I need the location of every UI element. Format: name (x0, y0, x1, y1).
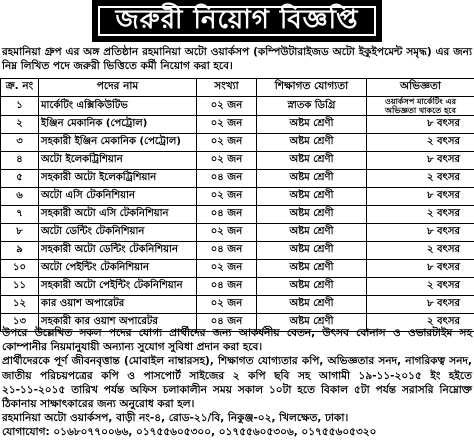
table-row (1, 116, 474, 134)
cell-experience: ২ বৎসর (367, 314, 474, 332)
cell-education: অষ্টম শ্রেণী (257, 314, 367, 332)
cell-experience: ২ বৎসর (367, 242, 474, 260)
cell-serial: ২ (1, 116, 39, 134)
cell-education: অষ্টম শ্রেণী (257, 242, 367, 260)
footer-text (2, 326, 472, 440)
cell-post: অটো পেইন্টিং টেকনিশিয়ান (39, 260, 197, 278)
cell-count: ০৪ জন (197, 278, 257, 296)
cell-experience: ৮ বৎসর (367, 260, 474, 278)
cell-count: ০২ জন (197, 260, 257, 278)
cell-count: ০২ জন (197, 97, 257, 116)
cell-experience: ৮ বৎসর (367, 224, 474, 242)
cell-post: মার্কেটিং এক্সিকিউটিভ (39, 97, 197, 116)
cell-experience: ২ বৎসর (367, 206, 474, 224)
cell-education: অষ্টম শ্রেণী (257, 206, 367, 224)
cell-post: অটো এসি টেকনিশিয়ান (39, 188, 197, 206)
header-count: সংখ্যা (197, 79, 257, 97)
header-education: শিক্ষাগত যোগ্যতা (257, 79, 367, 97)
cell-post: সহকারী অটো ডেন্টিং টেকনিশিয়ান (39, 242, 197, 260)
address-text: রহমানিয়া অটো ওয়ার্কসপ, বাড়ী নং-৪, রোড-২১/বি, নিকুঞ্জ-০২, খিলক্ষেত, ঢাকা। (2, 411, 472, 425)
cell-serial: ৭ (1, 206, 39, 224)
cell-serial: ৪ (1, 152, 39, 170)
contact-numbers: যোগাযোগ: ০১৬৮০৭৭০০৬৬, ০১৭৫৫৬০৫৩০০, ০১৭৫৫৬০৫৩০৬, ০১৭৫৫৬০৫৩২০ (2, 425, 472, 439)
cell-serial: ৯ (1, 242, 39, 260)
cell-experience: ২ বৎসর (367, 278, 474, 296)
cell-count: ০২ জন (197, 188, 257, 206)
table-body (1, 97, 474, 332)
table-row (1, 97, 474, 116)
cell-count: ০২ জন (197, 224, 257, 242)
cell-experience: ২ বৎসর (367, 170, 474, 188)
cell-education: অষ্টম শ্রেণী (257, 152, 367, 170)
cell-education: অষ্টম শ্রেণী (257, 260, 367, 278)
cell-experience: ৮ বৎসর (367, 152, 474, 170)
cell-experience: ৮ বৎসর (367, 296, 474, 314)
cell-post: সহকারী অটো ইলেকট্রিশিয়ান (39, 170, 197, 188)
cell-post: ইঞ্জিন মেকানিক (পেট্রোল) (39, 116, 197, 134)
cell-serial: ১ (1, 97, 39, 116)
cell-experience: ওয়ার্কসপ মার্কেটিং এর অভিজ্ঞতা থাকতে হবে (367, 97, 474, 116)
header-serial: ক্র. নং (1, 79, 39, 97)
cell-count: ০৪ জন (197, 242, 257, 260)
table-row (1, 242, 474, 260)
cell-education: অষ্টম শ্রেণী (257, 116, 367, 134)
header-post: পদের নাম (39, 79, 197, 97)
cell-post: কার ওয়াশ অপারেটর (39, 296, 197, 314)
cell-count: ০৪ জন (197, 170, 257, 188)
cell-education: অষ্টম শ্রেণী (257, 278, 367, 296)
header-experience: অভিজ্ঞতা (367, 79, 474, 97)
table-row (1, 296, 474, 314)
cell-education: অষ্টম শ্রেণী (257, 188, 367, 206)
table-row (1, 206, 474, 224)
cell-count: ০২ জন (197, 116, 257, 134)
cell-serial: ১১ (1, 278, 39, 296)
cell-count: ০২ জন (197, 134, 257, 152)
cell-post: অটো ডেন্টিং টেকনিশিয়ান (39, 224, 197, 242)
cell-experience: ২ বৎসর (367, 134, 474, 152)
cell-count: ০২ জন (197, 152, 257, 170)
cell-serial: ৮ (1, 224, 39, 242)
cell-post: অটো ইলেকট্রিশিয়ান (39, 152, 197, 170)
table-row (1, 188, 474, 206)
cell-post: সহকারী অটো পেইন্টিং টেকনিশিয়ান (39, 278, 197, 296)
table-row (1, 278, 474, 296)
table-row (1, 224, 474, 242)
table-header-row (1, 79, 474, 97)
cell-experience: ৮ বৎসর (367, 188, 474, 206)
application-instructions: প্রার্থীদেরকে পূর্ণ জীবনবৃত্তান্ত (মোবাইল নাম্বারসহ), শিক্ষাগত যোগ্যতার কপি, অভিজ্ঞতার সনদ, নাগরিকত্ব সনদ, জাতীয় পরিচয়পত্রের কপি ও পাসপোর্ট সাইজের ২ কপি ছবি সহ আগামী ১৯-১১-২০১৫ ইং হইতে ২১-১১-২০১৫ তারিখ পর্যন্ত অফিস চলাকালীন সময় সকাল ১০টা হতে বিকাল ৫টা পর্যন্ত সরাসরি নিম্নোক্ত ঠিকানায় সাক্ষাৎকারের জন্য অনুরোধ করা হল। (2, 354, 472, 411)
cell-serial: ৩ (1, 134, 39, 152)
title-banner (92, 0, 382, 42)
table-row (1, 260, 474, 278)
cell-education: অষ্টম শ্রেণী (257, 170, 367, 188)
cell-serial: ৫ (1, 170, 39, 188)
cell-post: সহকারী ইঞ্জিন মেকানিক (পেট্রোল) (39, 134, 197, 152)
cell-count: ০৪ জন (197, 314, 257, 332)
cell-experience: ৮ বৎসর (367, 116, 474, 134)
cell-serial: ১০ (1, 260, 39, 278)
cell-serial: ১৩ (1, 314, 39, 332)
benefits-text: উপরে উল্লেখিত সকল পদের যোগ্য প্রার্থীদের জন্য আকর্ষনীয় বেতন, উৎসব বোনাস ও ওভারটাইম সহ কোম্পানীর নিয়মানুযায়ী অন্যান্য সুযোগ সুবিধা প্রদান করা হবে। (2, 326, 472, 354)
table-row (1, 134, 474, 152)
cell-education: অষ্টম শ্রেণী (257, 224, 367, 242)
intro-text: রহমানিয়া গ্রুপ এর অঙ্গ প্রতিষ্ঠান রহমানিয়া অটো ওয়ার্কসপ (কম্পিউটারাইজড অটো ইকুইপমেন্ট সমৃদ্ধ) এর জন্য নিম্ন লিখিত পদে জরুরী ভিত্তিতে কর্মী নিয়োগ করা হবে। (2, 45, 472, 73)
table-row (1, 170, 474, 188)
cell-serial: ৬ (1, 188, 39, 206)
ad-title: জরুরী নিয়োগ বিজ্ঞপ্তি (98, 6, 376, 36)
cell-count: ০২ জন (197, 296, 257, 314)
cell-education: স্নাতক ডিগ্রি (257, 97, 367, 116)
cell-education: অষ্টম শ্রেণী (257, 134, 367, 152)
cell-post: সহকারী অটো এসি টেকনিশিয়ান (39, 206, 197, 224)
cell-post: সহকারী কার ওয়াশ অপারেটর (39, 314, 197, 332)
cell-serial: ১২ (1, 296, 39, 314)
cell-education: অষ্টম শ্রেণী (257, 296, 367, 314)
table-row (1, 152, 474, 170)
vacancy-table (0, 78, 474, 332)
cell-count: ০৪ জন (197, 206, 257, 224)
